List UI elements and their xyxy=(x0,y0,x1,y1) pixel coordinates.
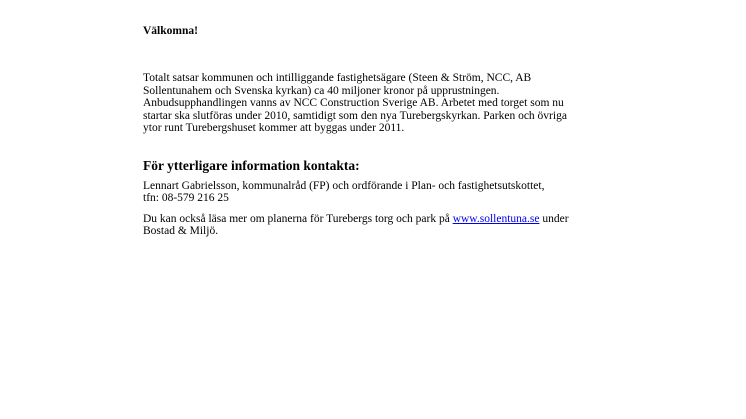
main-paragraph-line: startar ska slutföras under 2010, samtidigt som den nya Turebergskyrkan. Parken och övriga xyxy=(143,109,567,122)
main-paragraph-line: Sollentunahem och Svenska kyrkan) ca 40 miljoner kronor på upprustningen. xyxy=(143,84,500,97)
more-info-paragraph xyxy=(143,213,703,238)
more-info-line2: Bostad & Miljö. xyxy=(143,225,219,237)
contact-line: Lennart Gabrielsson, kommunalråd (FP) och ordförande i Plan- och fastighetsutskottet, xyxy=(143,179,545,192)
contact-paragraph xyxy=(143,180,703,205)
main-paragraph xyxy=(143,72,703,135)
sollentuna-link[interactable]: www.sollentuna.se xyxy=(452,212,540,225)
more-info-prefix: Du kan också läsa mer om planerna för Turebergs torg och park på xyxy=(143,212,453,225)
more-info-line xyxy=(143,213,703,226)
main-paragraph-line: Totalt satsar kommunen och intilliggande fastighetsägare (Steen & Ström, NCC, AB xyxy=(143,72,532,84)
main-paragraph-line: Anbudsupphandlingen vanns av NCC Construction Sverige AB. Arbetet med torget som nu xyxy=(143,97,564,109)
more-info-suffix: under xyxy=(539,212,569,225)
contact-heading: För ytterligare information kontakta: xyxy=(143,157,360,173)
greeting-heading: Välkomna! xyxy=(143,25,198,37)
contact-phone: tfn: 08-579 216 25 xyxy=(143,192,229,204)
main-paragraph-line: ytor runt Turebergshuset kommer att byggas under 2011. xyxy=(143,122,405,134)
document-page xyxy=(143,24,703,238)
